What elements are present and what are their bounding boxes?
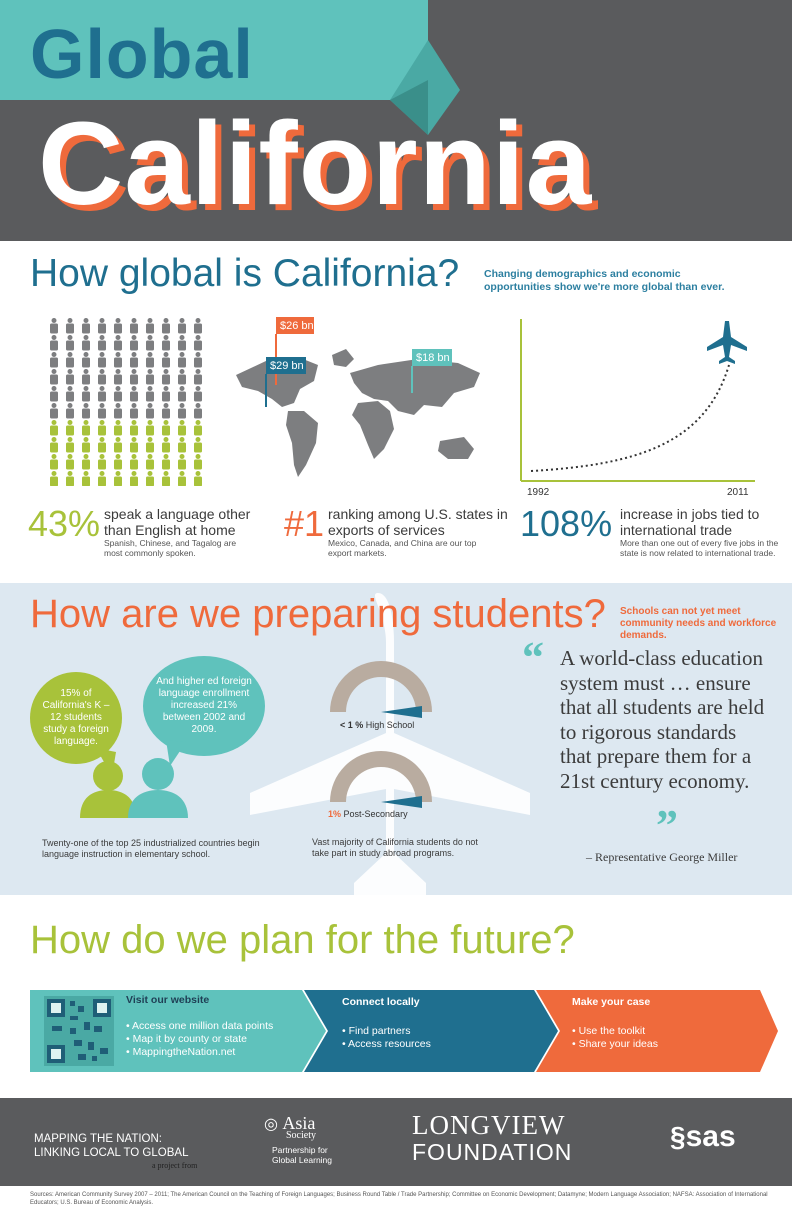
person-icon: [82, 386, 90, 402]
person-icon: [114, 369, 122, 385]
person-icon: [162, 420, 170, 436]
quote-text: A world-class education system must … ensure that all students are held to rigorous standards that prepare them for a 21st century economy.: [560, 646, 765, 793]
section3-title: How do we plan for the future?: [30, 918, 575, 962]
person-icon: [178, 437, 186, 453]
person-icon: [66, 454, 74, 470]
person-icon: [194, 437, 202, 453]
stat-label-jobs: increase in jobs tied to international trade: [620, 506, 760, 538]
person-icon: [66, 471, 74, 486]
person-icon: [130, 471, 138, 486]
person-icon: [162, 369, 170, 385]
person-icon: [114, 454, 122, 470]
person-icon: [82, 352, 90, 368]
quote-attribution: – Representative George Miller: [586, 850, 738, 864]
person-icon: [130, 369, 138, 385]
person-icon: [114, 420, 122, 436]
footer-project-from: a project from: [152, 1161, 198, 1170]
stat-note-ranking: Mexico, Canada, and China are our top export markets.: [328, 538, 477, 558]
asia-society-sub: [272, 1145, 344, 1165]
stat-label-ranking: ranking among U.S. states in exports of services: [328, 506, 508, 538]
person-icon: [98, 318, 106, 334]
footer-project-line1: MAPPING THE NATION:: [34, 1133, 163, 1145]
person-icon: [162, 437, 170, 453]
step-case-list: [572, 1025, 732, 1051]
person-icon: [98, 369, 106, 385]
step-case-item: • Share your ideas: [572, 1038, 658, 1050]
person-icon: [66, 318, 74, 334]
person-icon: [146, 369, 154, 385]
person-icon: [162, 352, 170, 368]
person-icon: [98, 335, 106, 351]
step-website-item: • Access one million data points: [126, 1020, 274, 1032]
map-label-china: $18 bn: [416, 352, 450, 364]
gauge-high-school: [326, 654, 436, 718]
person-icon: [146, 403, 154, 419]
person-icon: [146, 454, 154, 470]
section2-subtitle: Schools can not yet meet community needs and workforce demands.: [620, 606, 777, 641]
sas-name: sas: [685, 1120, 736, 1153]
airplane-icon: [707, 321, 747, 364]
gauge-post-secondary-label: [328, 809, 408, 819]
person-icon: [130, 420, 138, 436]
person-icon: [194, 454, 202, 470]
person-icon: [146, 318, 154, 334]
asia-sub-line1: Partnership for: [272, 1145, 328, 1155]
longview-foundation-logo: [412, 1110, 602, 1166]
person-icon: [50, 335, 58, 351]
person-icon: [178, 318, 186, 334]
person-icon: [66, 386, 74, 402]
person-icon: [162, 318, 170, 334]
person-icon: [162, 471, 170, 486]
person-icon: [114, 471, 122, 486]
person-icon: [178, 352, 186, 368]
person-icon: [50, 471, 58, 486]
caption-study-abroad: Vast majority of California students do not take part in study abroad programs.: [312, 837, 478, 858]
person-icon: [98, 454, 106, 470]
step-connect-title: Connect locally: [342, 996, 420, 1008]
person-icon: [98, 420, 106, 436]
longview-name: LONGVIEW: [412, 1110, 566, 1140]
person-icon: [98, 403, 106, 419]
person-icon: [114, 335, 122, 351]
person-icon: [66, 403, 74, 419]
person-icon: [194, 352, 202, 368]
person-icon: [178, 471, 186, 486]
world-map-icon: [228, 315, 498, 490]
step-website-item: • Map it by county or state: [126, 1033, 247, 1045]
person-icon: [82, 403, 90, 419]
person-icon: [130, 335, 138, 351]
person-icon: [162, 403, 170, 419]
gauge-post-secondary-value: 1%: [328, 809, 342, 819]
person-icon: [178, 369, 186, 385]
person-icon: [146, 352, 154, 368]
person-icon: [178, 454, 186, 470]
person-icon: [66, 437, 74, 453]
person-icon: [66, 335, 74, 351]
footer-project-name: [34, 1132, 188, 1160]
person-icon: [114, 403, 122, 419]
person-icon: [194, 471, 202, 486]
gauge-post-secondary-text: Post-Secondary: [343, 809, 408, 819]
section1-title: How global is California?: [30, 252, 460, 295]
person-icon: [146, 335, 154, 351]
chart-year-end: 2011: [727, 487, 749, 498]
stat-value-jobs: 108%: [520, 503, 613, 544]
step-website-list: [126, 1020, 296, 1059]
person-icon: [98, 386, 106, 402]
section2-title: How are we preparing students?: [30, 592, 606, 636]
person-icon: [114, 437, 122, 453]
person-icon: [50, 420, 58, 436]
person-icon: [66, 352, 74, 368]
stat-value-language: 43%: [28, 503, 101, 544]
person-icon: [130, 454, 138, 470]
asia-society-name: Asia: [282, 1113, 316, 1133]
caption-elementary: Twenty-one of the top 25 industrialized countries begin language instruction in elementary school.: [42, 838, 260, 859]
stat-note-language: Spanish, Chinese, and Tagalog are most commonly spoken.: [104, 538, 237, 558]
step-website-link[interactable]: • MappingtheNation.net: [126, 1046, 236, 1058]
person-icon: [50, 454, 58, 470]
person-icon: [194, 335, 202, 351]
person-icon: [178, 403, 186, 419]
person-icon: [82, 437, 90, 453]
person-icon: [50, 369, 58, 385]
longview-foundation: FOUNDATION: [412, 1139, 573, 1165]
chart-year-start: 1992: [527, 487, 550, 498]
person-icon: [50, 318, 58, 334]
person-icon: [146, 386, 154, 402]
map-label-canada: $29 bn: [270, 360, 304, 372]
person-icon: [146, 437, 154, 453]
people-grid: [46, 316, 206, 486]
person-icon: [194, 369, 202, 385]
asia-society-name2: Society: [286, 1130, 316, 1141]
person-icon: [194, 386, 202, 402]
person-icon: [178, 335, 186, 351]
person-icon: [98, 471, 106, 486]
gauge-high-school-text: High School: [365, 720, 415, 730]
person-icon: [82, 471, 90, 486]
person-icon: [162, 335, 170, 351]
person-icon: [98, 352, 106, 368]
stat-label-language: speak a language other than English at home: [104, 506, 251, 538]
step-connect-item: • Access resources: [342, 1038, 431, 1050]
person-icon: [82, 318, 90, 334]
person-icon: [82, 369, 90, 385]
gauge-post-secondary: [326, 744, 436, 808]
stat-note-jobs: More than one out of every five jobs in the state is now related to international trade.: [620, 538, 779, 558]
quote-close-mark: ”: [656, 801, 678, 850]
people-icon: [74, 756, 204, 818]
person-icon: [146, 420, 154, 436]
person-icon: [50, 403, 58, 419]
person-icon: [130, 352, 138, 368]
person-icon: [82, 335, 90, 351]
speech-bubble-k12: 15% of California's K – 12 students study a foreign language.: [30, 672, 122, 764]
person-icon: [98, 437, 106, 453]
gauge-high-school-label: [340, 720, 414, 730]
asia-society-logo: [264, 1113, 344, 1165]
person-icon: [114, 352, 122, 368]
person-icon: [50, 437, 58, 453]
person-icon: [130, 403, 138, 419]
person-icon: [162, 454, 170, 470]
sas-logo: [670, 1120, 736, 1154]
person-icon: [114, 386, 122, 402]
speech-bubble-higher-ed: And higher ed foreign language enrollment increased 21% between 2002 and 2009.: [143, 656, 265, 756]
person-icon: [178, 386, 186, 402]
sas-symbol-icon: §: [670, 1121, 686, 1152]
person-icon: [130, 386, 138, 402]
footer-project-line2: LINKING LOCAL TO GLOBAL: [34, 1147, 189, 1159]
person-icon: [82, 454, 90, 470]
asia-sub-line2: Global Learning: [272, 1155, 333, 1165]
person-icon: [194, 420, 202, 436]
person-icon: [114, 318, 122, 334]
asia-society-emblem-icon: ◎: [264, 1116, 278, 1133]
step-connect-item: • Find partners: [342, 1025, 411, 1037]
person-icon: [66, 369, 74, 385]
sources-footnote: Sources: American Community Survey 2007 – 2011; The American Council on the Teaching of Foreign Languages; Business Round Table / Trade Partnership; Committee on Economic Development; Datamyne; Modern Language Association; NAFSA: Association of International Educators; U.S. Bureau of Economic Analysis.: [30, 1192, 768, 1206]
jobs-growth-chart: [515, 315, 760, 500]
person-icon: [130, 437, 138, 453]
map-label-mexico: $26 bn: [280, 320, 314, 332]
person-icon: [162, 386, 170, 402]
title-california: California: [38, 98, 593, 230]
person-icon: [50, 352, 58, 368]
step-case-item: • Use the toolkit: [572, 1025, 646, 1037]
person-icon: [130, 318, 138, 334]
section1-subtitle: Changing demographics and economic opportunities show we're more global than ever.: [484, 268, 725, 293]
qr-code: [44, 996, 114, 1066]
person-icon: [50, 386, 58, 402]
quote-open-mark: “: [522, 633, 544, 682]
gauge-high-school-value: < 1 %: [340, 720, 364, 730]
person-icon: [178, 420, 186, 436]
stat-value-ranking: #1: [284, 503, 325, 544]
step-website-title: Visit our website: [126, 994, 210, 1006]
person-icon: [66, 420, 74, 436]
person-icon: [146, 471, 154, 486]
person-icon: [82, 420, 90, 436]
step-connect-list: [342, 1025, 502, 1051]
person-icon: [194, 318, 202, 334]
step-case-title: Make your case: [572, 996, 651, 1008]
title-global: Global: [30, 15, 254, 93]
person-icon: [194, 403, 202, 419]
